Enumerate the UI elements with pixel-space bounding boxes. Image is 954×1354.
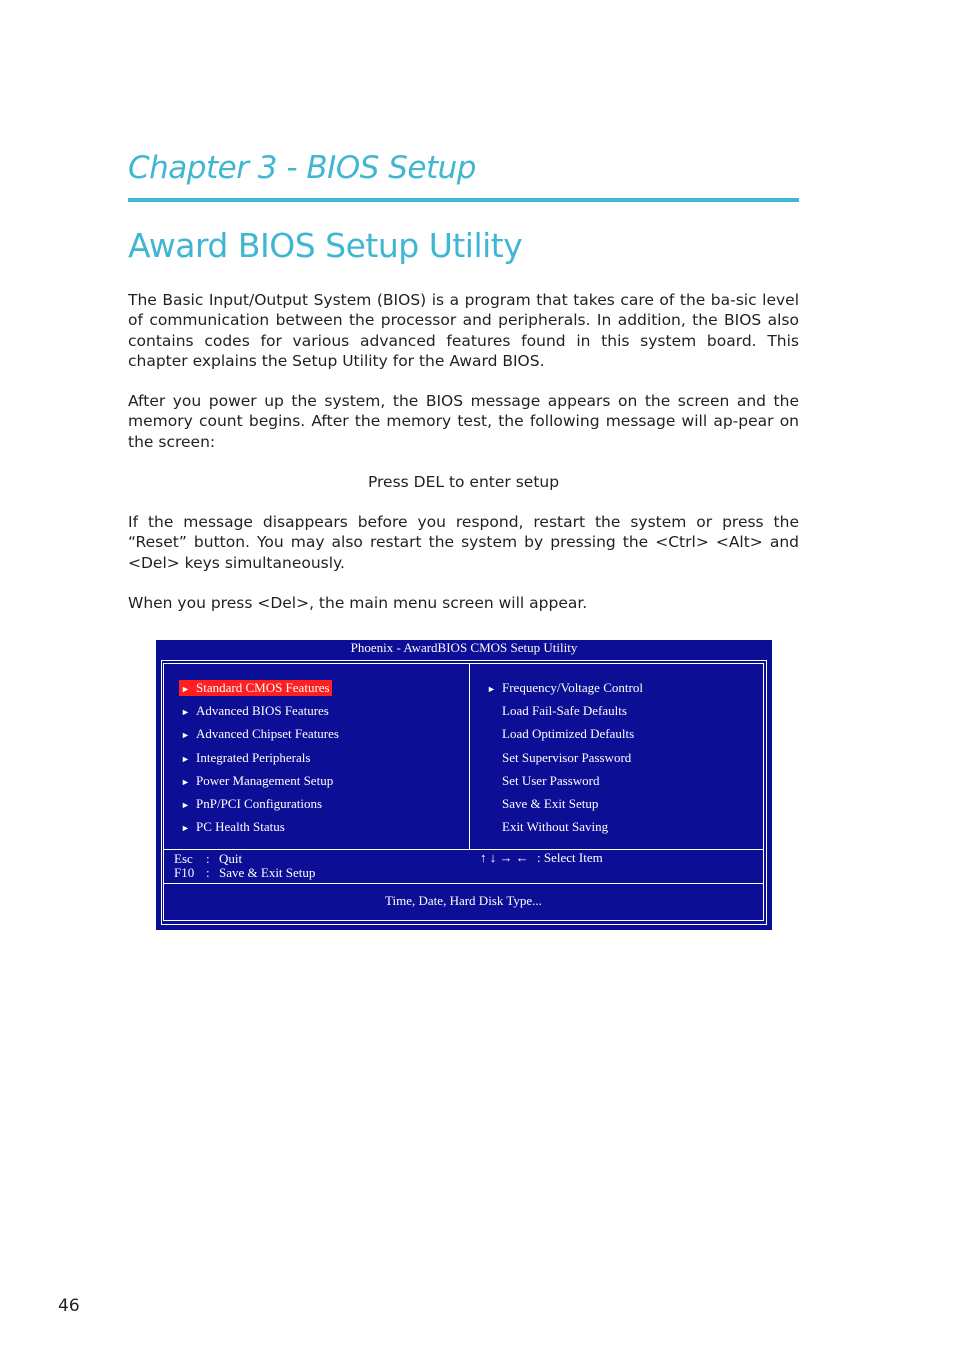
f10-key: F10 bbox=[174, 865, 195, 880]
f10-separator: : bbox=[206, 865, 210, 880]
bios-left-menu-item-label: PC Health Status bbox=[196, 819, 285, 835]
bios-right-menu-item-label: Save & Exit Setup bbox=[502, 796, 599, 811]
bios-right-menu-item-label: Set User Password bbox=[502, 772, 600, 788]
bios-right-menu-item[interactable] bbox=[485, 680, 643, 696]
bios-title: Phoenix - AwardBIOS CMOS Setup Utility bbox=[350, 640, 578, 655]
bios-right-menu-item[interactable] bbox=[485, 750, 631, 766]
bios-left-menu-item-label: Advanced BIOS Features bbox=[196, 703, 329, 719]
bios-right-menu-item[interactable] bbox=[485, 796, 598, 812]
bios-right-menu-item-label: Set Supervisor Password bbox=[502, 749, 632, 765]
section-title: Award BIOS Setup Utility bbox=[128, 226, 523, 265]
chapter-divider bbox=[128, 198, 799, 202]
page-number: 46 bbox=[58, 1296, 80, 1316]
bios-right-menu-item[interactable] bbox=[485, 703, 627, 719]
bios-help-divider bbox=[163, 883, 764, 884]
submenu-arrow-icon: ► bbox=[181, 684, 190, 694]
chapter-title: Chapter 3 - BIOS Setup bbox=[128, 150, 476, 186]
bios-left-menu-item[interactable] bbox=[179, 680, 332, 696]
bios-left-menu-item[interactable] bbox=[179, 750, 310, 766]
f10-action: Save & Exit Setup bbox=[219, 865, 316, 880]
restart-paragraph: If the message disappears before you respond, restart the system or press the “Reset” button. You may also restart the system by pressing the <Ctrl> <Alt> and <Del> keys simultaneously. bbox=[128, 513, 799, 572]
bios-left-menu-item[interactable] bbox=[179, 796, 322, 812]
bios-right-menu-item[interactable] bbox=[485, 819, 608, 835]
bios-right-menu-item[interactable] bbox=[485, 773, 600, 789]
submenu-arrow-icon: ► bbox=[181, 776, 190, 787]
bios-help-text: Time, Date, Hard Disk Type... bbox=[385, 893, 542, 908]
bios-left-menu-item-label: Advanced Chipset Features bbox=[196, 726, 339, 742]
esc-separator: : bbox=[206, 851, 210, 866]
bios-right-menu-item[interactable] bbox=[485, 726, 634, 742]
submenu-arrow-icon: ► bbox=[181, 823, 190, 834]
bios-left-menu-item-label: Integrated Peripherals bbox=[196, 749, 311, 765]
bios-left-menu-item-label: Standard CMOS Features bbox=[196, 680, 330, 695]
intro-paragraph: The Basic Input/Output System (BIOS) is a program that takes care of the ba-sic level of communication between the processor and peripherals. In addition, the BIOS also contains codes for various advanced features found in this system board. This chapter explains the Setup Utility for the Award BIOS. bbox=[128, 291, 799, 370]
bios-left-menu-item[interactable] bbox=[179, 819, 285, 835]
bios-keys-divider bbox=[163, 849, 764, 850]
bios-column-divider bbox=[469, 663, 470, 850]
submenu-arrow-icon: ► bbox=[487, 684, 496, 694]
esc-action: Quit bbox=[219, 851, 243, 866]
bios-right-menu-item-label: Frequency/Voltage Control bbox=[502, 680, 643, 695]
bios-left-menu-item-label: Power Management Setup bbox=[196, 772, 334, 788]
bios-left-menu-item[interactable] bbox=[179, 703, 329, 719]
esc-key: Esc bbox=[174, 851, 193, 866]
setup-message: Press DEL to enter setup bbox=[367, 473, 560, 491]
main-menu-paragraph: When you press <Del>, the main menu screen will appear. bbox=[128, 594, 588, 612]
power-up-paragraph: After you power up the system, the BIOS message appears on the screen and the memory count begins. After the memory test, the following message will ap-pear on the screen: bbox=[128, 392, 799, 451]
submenu-arrow-icon: ► bbox=[181, 730, 190, 741]
bios-right-menu-item-label: Load Optimized Defaults bbox=[502, 726, 635, 742]
bios-left-menu-item[interactable] bbox=[179, 773, 333, 789]
arrow-keys-icon: ↑ ↓ → ← bbox=[480, 850, 529, 865]
submenu-arrow-icon: ► bbox=[181, 753, 190, 764]
bios-left-menu-item[interactable] bbox=[179, 726, 339, 742]
submenu-arrow-icon: ► bbox=[181, 707, 190, 718]
bios-right-menu-item-label: Load Fail-Safe Defaults bbox=[502, 703, 627, 719]
submenu-arrow-icon: ► bbox=[181, 800, 190, 810]
bios-left-menu-item-label: PnP/PCI Configurations bbox=[196, 796, 323, 811]
select-item-hint: : Select Item bbox=[537, 850, 603, 865]
bios-right-menu-item-label: Exit Without Saving bbox=[502, 819, 609, 835]
